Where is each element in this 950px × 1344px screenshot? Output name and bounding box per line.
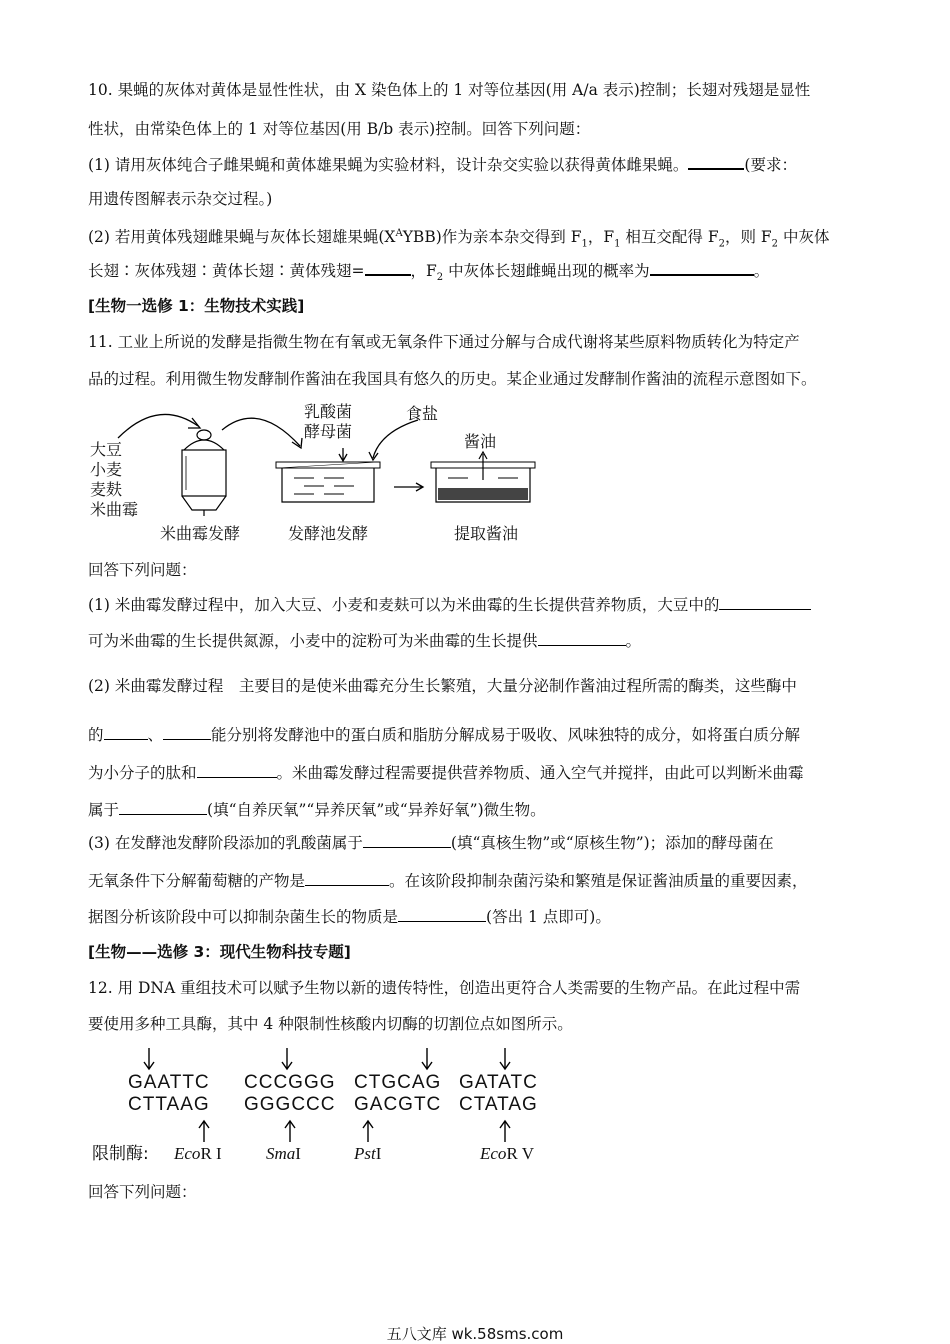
enzyme-ecorv-rest: R V [506,1144,534,1163]
q12-line1: 12. 用 DNA 重组技术可以赋予生物以新的遗传特性，创造出更符合人类需要的生物产品。在此过程中需 [88,979,801,997]
section-heading-elective1: [生物一选修 1：生物技术实践] [88,297,305,315]
q10-part2-text-e: ，则 F [724,228,772,247]
answer-blank[interactable] [719,595,811,610]
answer-blank[interactable] [163,725,211,740]
q11-part2-text-c: 、 [147,726,164,744]
subscript: 1 [581,238,588,250]
q10-line6-text-c: 中灰体长翅雌蝇出现的概率为 [443,262,650,280]
q10-part2-text-d: 相互交配得 F [620,228,719,247]
q10-part2-text-c: ，F [587,228,615,247]
q11-part3-line3 [88,907,611,927]
q11-answer-prompt: 回答下列问题： [88,561,197,579]
superscript: A [395,228,403,239]
q11-line2: 品的过程。利用微生物发酵制作酱油在我国具有悠久的历史。某企业通过发酵制作酱油的流程示意图如下。 [88,370,817,388]
q10-line1: 10. 果蝇的灰体对黄体是显性性状，由 X 染色体上的 1 对等位基因(用 A/a 表示)控制；长翅对残翅是显性 [88,81,811,99]
label-soy-sauce: 酱油 [464,432,497,451]
answer-blank[interactable] [650,260,754,276]
q11-part3-text-b: (填“真核生物”或“原核生物”)；添加的酵母菌在 [450,834,774,852]
q12-line2: 要使用多种工具酶，其中 4 种限制性核酸内切酶的切割位点如图所示。 [88,1015,573,1033]
q10-line2: 性状，由常染色体上的 1 对等位基因(用 B/b 表示)控制。回答下列问题： [88,120,591,138]
q11-part1-text-c: 。 [625,632,642,650]
q11-part3-text-f: (答出 1 点即可)。 [486,908,611,926]
q11-part2-line3 [88,763,804,783]
q10-part2 [88,224,829,254]
subscript: 2 [771,238,779,250]
answer-blank[interactable] [688,154,744,170]
q11-part3-line1 [88,833,774,853]
enzyme-ecorv-italic: Eco [480,1144,507,1163]
enzyme-psti-rest: I [375,1144,382,1163]
site-psti-top: CTGCAG [354,1072,442,1093]
enzyme-smai-italic: Sma [266,1144,296,1163]
restriction-sites-diagram [92,1046,562,1170]
raw-material-aspergillus: 米曲霉 [90,500,139,519]
site-ecorv-bottom: CTATAG [459,1094,538,1115]
subscript: 2 [436,272,444,284]
q11-part3-text-c: 无氧条件下分解葡萄糖的产物是 [88,872,306,890]
q10-part2-text-f: 中灰体 [778,228,830,247]
answer-blank[interactable] [398,907,486,922]
enzyme-smai-rest: I [295,1144,301,1163]
q10-part2-text-b: YBB)作为亲本杂交得到 F [402,228,582,247]
enzyme-ecori [174,1144,222,1164]
q11-part1-line2 [88,631,641,651]
enzyme-ecori-italic: Eco [174,1144,201,1163]
q11-part3-line2 [88,871,808,891]
q11-line1: 11. 工业上所说的发酵是指微生物在有氧或无氧条件下通过分解与合成代谢将某些原料物质转化为特定产 [88,333,800,351]
q11-part2-text-f: 。米曲霉发酵过程需要提供营养物质、通入空气并搅拌，由此可以判断米曲霉 [276,764,804,782]
answer-blank[interactable] [538,631,626,646]
answer-blank[interactable] [104,725,148,740]
raw-material-wheat: 小麦 [90,460,123,479]
q11-part2-line2 [88,725,800,745]
enzyme-psti [354,1144,381,1164]
q11-part3-text-d: 。在该阶段抑制杂菌污染和繁殖是保证酱油质量的重要因素， [389,872,808,890]
site-smai-bottom: GGGCCC [244,1094,336,1115]
label-lactobacillus: 乳酸菌 [304,402,353,421]
enzyme-ecorv [480,1144,534,1164]
answer-blank[interactable] [363,833,451,848]
subscript: 1 [614,238,621,250]
fermentation-diagram [88,398,548,550]
stage-extract-soy-sauce: 提取酱油 [454,524,519,543]
footer-watermark: 五八文库 wk.58sms.com [386,1325,564,1343]
q10-line6-text-b: ，F [410,262,437,280]
answer-blank[interactable] [305,871,389,886]
q11-part2-line1: (2) 米曲霉发酵过程 主要目的是使米曲霉充分生长繁殖，大量分泌制作酱油过程所需的酶类，这些酶中 [88,677,797,695]
site-ecori-bottom: CTTAAG [128,1094,210,1115]
q10-part1-text: (1) 请用灰体纯合子雌果蝇和黄体雄果蝇为实验材料，设计杂交实验以获得黄体雌果蝇。 [88,156,689,174]
q11-part2-text-d: 能分别将发酵池中的蛋白质和脂肪分解成易于吸收、风味独特的成分，如将蛋白质分解 [211,726,801,744]
section-heading-elective3: [生物——选修 3：现代生物科技专题] [88,943,351,961]
q11-part2-text-b: 的 [88,726,104,744]
q11-part2-line4 [88,800,546,820]
raw-material-soybean: 大豆 [90,440,123,459]
enzyme-smai [266,1144,301,1164]
enzyme-ecori-rest: R I [200,1144,222,1163]
answer-blank[interactable] [119,800,207,815]
q11-part1-line1 [88,595,811,615]
site-smai-top: CCCGGG [244,1072,336,1093]
site-psti-bottom: GACGTC [354,1094,442,1115]
q10-line6-text: 长翅∶灰体残翅∶黄体长翅∶黄体残翅= [88,262,365,280]
answer-blank[interactable] [365,260,411,276]
q11-part3-text-e: 据图分析该阶段中可以抑制杂菌生长的物质是 [88,908,399,926]
answer-blank[interactable] [197,763,277,778]
q10-line4: 用遗传图解表示杂交过程。) [88,190,273,208]
stage-aspergillus-fermentation: 米曲霉发酵 [160,524,241,543]
enzyme-label: 限制酶: [92,1144,149,1164]
q11-part2-text-e: 为小分子的肽和 [88,764,197,782]
site-ecori-top: GAATTC [128,1072,210,1093]
q10-part2-text: (2) 若用黄体残翅雌果蝇与灰体长翅雄果蝇(X [88,228,396,247]
enzyme-psti-italic: Pst [354,1144,376,1163]
q10-part1 [88,154,797,175]
q10-line6-text-d: 。 [753,262,770,280]
q11-part3-text-a: (3) 在发酵池发酵阶段添加的乳酸菌属于 [88,834,363,852]
q10-part1-req: (要求： [744,156,797,174]
q11-part1-text-b: 可为米曲霉的生长提供氮源，小麦中的淀粉可为米曲霉的生长提供 [88,632,538,650]
raw-material-bran: 麦麸 [90,480,123,499]
label-salt: 食盐 [406,404,439,423]
q10-line6 [88,260,769,288]
q11-part2-text-h: (填“自养厌氧”“异养厌氧”或“异养好氧”)微生物。 [207,801,546,819]
q11-part2-text-g: 属于 [88,801,120,819]
subscript: 2 [718,238,725,250]
label-yeast: 酵母菌 [304,422,353,441]
q12-answer-prompt: 回答下列问题： [88,1183,197,1201]
stage-pool-fermentation: 发酵池发酵 [288,524,369,543]
q11-part1-text: (1) 米曲霉发酵过程中，加入大豆、小麦和麦麸可以为米曲霉的生长提供营养物质，大豆中的 [88,596,720,614]
site-ecorv-top: GATATC [459,1072,538,1093]
